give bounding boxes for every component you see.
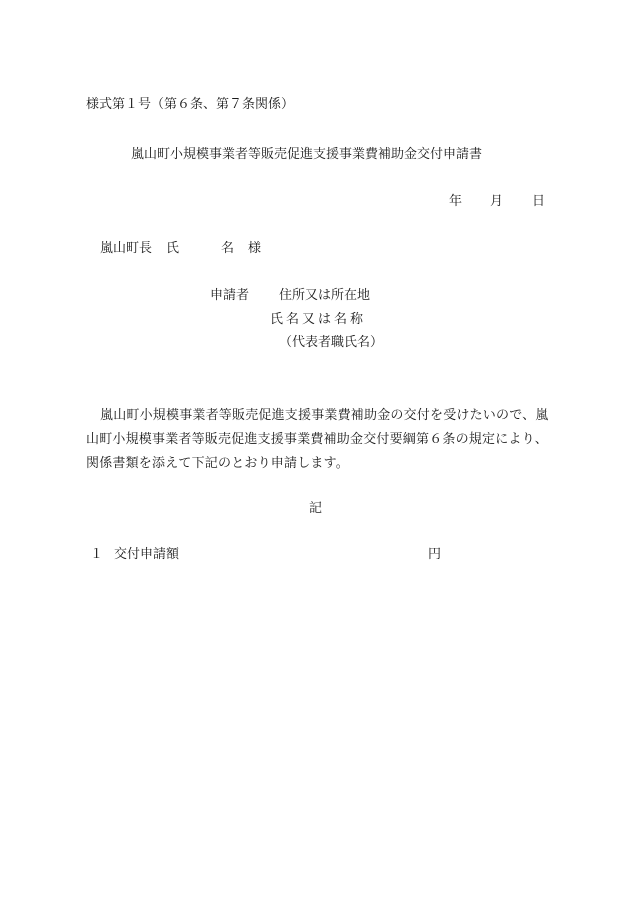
addressee-name-part1: 氏 xyxy=(166,241,180,256)
date-day-label: 日 xyxy=(532,194,546,209)
applicant-label: 申請者 xyxy=(210,288,250,303)
addressee-name-part2: 名 xyxy=(221,241,235,256)
item-number: １ xyxy=(90,547,104,562)
date-year-label: 年 xyxy=(449,194,463,209)
ki-heading: 記 xyxy=(309,501,323,516)
applicant-representative-label: （代表者職氏名） xyxy=(279,335,384,350)
body-paragraph: 嵐山町小規模事業者等販売促進支援事業費補助金の交付を受けたいので、嵐山町小規模事業者等販売促進支援事業費補助金交付要綱第６条の規定により、関係書類を添えて下記のとおり申請します。 xyxy=(86,408,549,471)
applicant-name-label: 氏名又は名称 xyxy=(270,312,367,327)
addressee-title: 嵐山町長 xyxy=(100,241,153,256)
addressee-line xyxy=(100,242,261,255)
addressee-honorific: 様 xyxy=(248,241,262,256)
item-label: 交付申請額 xyxy=(114,547,180,562)
applicant-address-label: 住所又は所在地 xyxy=(279,288,371,303)
item-unit: 円 xyxy=(428,547,442,562)
date-line xyxy=(449,195,545,208)
document-title: 嵐山町小規模事業者等販売促進支援事業費補助金交付申請書 xyxy=(131,147,483,162)
date-month-label: 月 xyxy=(490,194,504,209)
form-number: 様式第１号（第６条、第７条関係） xyxy=(86,97,295,112)
